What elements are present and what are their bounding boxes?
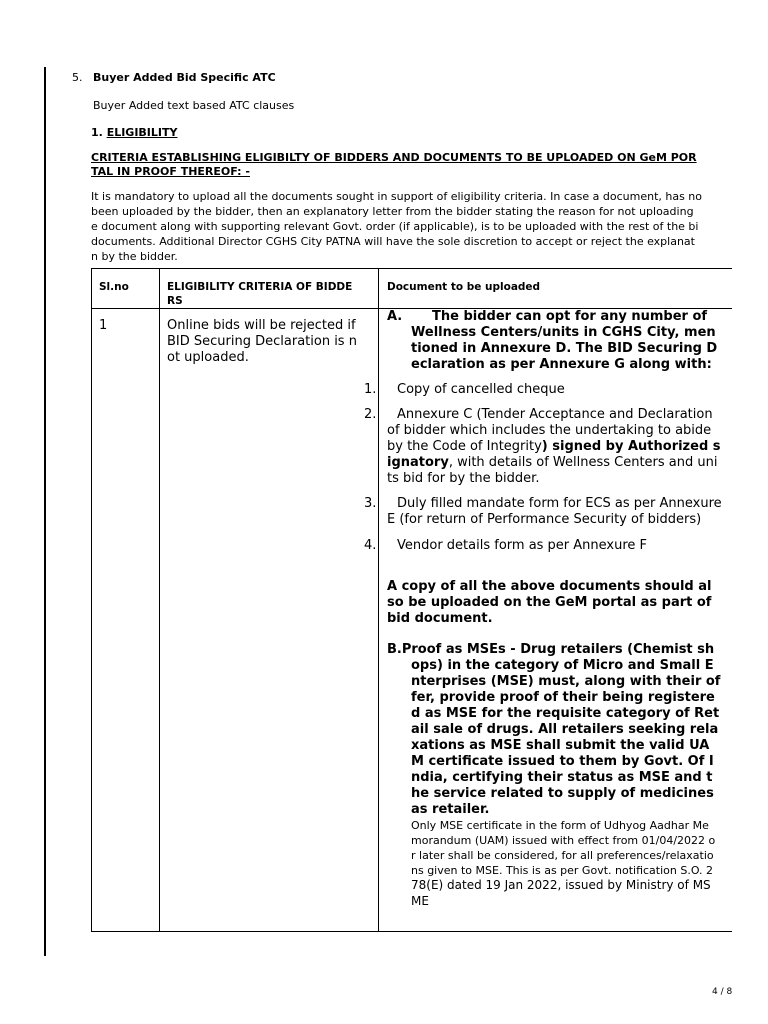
item-text-part: by the Code of Integrity [387,439,542,454]
item-text: Duly filled mandate form for ECS as per Annexure [397,496,722,511]
criteria-line: TAL IN PROOF THEREOF: - [91,165,250,178]
eligibility-heading [91,126,177,139]
mse-note-line: ns given to MSE. This is as per Govt. notification S.O. 2 [411,864,714,877]
item-text: Annexure C (Tender Acceptance and Declaration [397,407,713,422]
intro-line: been uploaded by the bidder, then an explanatory letter from the bidder stating the reason for not uploading [91,205,694,218]
mse-note-line: morandum (UAM) issued with effect from 01/04/2022 o [411,834,716,847]
section-number: 5. [72,71,83,84]
doc-b-line: ops) in the category of Micro and Small E [411,658,714,673]
header-slno: Sl.no [99,281,129,293]
criteria-text-line: BID Securing Declaration is n [167,334,357,349]
doc-b-line: M certificate issued to them by Govt. Of I [411,754,714,769]
table-divider [378,269,379,931]
header-criteria-line: ELIGIBILITY CRITERIA OF BIDDE [167,281,353,293]
item-text-mixed [387,455,717,471]
section-subtitle: Buyer Added text based ATC clauses [93,99,295,112]
criteria-text-line: ot uploaded. [167,350,249,365]
eligibility-table [91,268,732,932]
doc-b-line: nterprises (MSE) must, along with their of [411,674,721,689]
header-criteria-line: RS [167,295,183,307]
header-document: Document to be uploaded [387,281,541,293]
left-margin-bar [44,67,46,956]
doc-a-line: tioned in Annexure D. The BID Securing D [411,341,718,356]
page-number: 4 / 8 [712,987,733,997]
item-text: E (for return of Performance Security of bidders) [387,512,702,527]
row-criteria [167,318,357,366]
doc-b-line: ail sale of drugs. All retailers seeking rela [411,722,719,737]
mse-note-line: 78(E) dated 19 Jan 2022, issued by Ministry of MS [411,878,711,892]
item-text-bold: ignatory [387,455,449,470]
mse-note-line: r later shall be considered, for all preferences/relaxatio [411,849,714,862]
doc-b-line: he service related to supply of medicines [411,786,714,801]
intro-line: documents. Additional Director CGHS City PATNA will have the sole discretion to accept or reject the explanat [91,235,695,248]
doc-b-line: xations as MSE shall submit the valid UA [411,738,710,753]
item-text: Vendor details form as per Annexure F [397,538,648,553]
doc-b-line: B.Proof as MSEs - Drug retailers (Chemist sh [387,642,715,657]
doc-b-line: as retailer. [411,802,490,817]
doc-a-line: Wellness Centers/units in CGHS City, men [411,325,716,340]
copy-note-line: so be uploaded on the GeM portal as part of [387,595,712,610]
item-number: 3. [364,496,377,511]
doc-a-line: The bidder can opt for any number of [432,309,708,324]
criteria-line: CRITERIA ESTABLISHING ELIGIBILTY OF BIDDERS AND DOCUMENTS TO BE UPLOADED ON GeM POR [91,151,697,164]
doc-b-line: d as MSE for the requisite category of Ret [411,706,720,721]
eligibility-number: 1. [91,126,103,139]
doc-a-label: A. [387,309,403,324]
item-text: ts bid for by the bidder. [387,471,540,486]
doc-a-line: eclaration as per Annexure G along with: [411,357,712,372]
eligibility-title: ELIGIBILITY [106,126,178,139]
copy-note-line: A copy of all the above documents should al [387,579,712,594]
intro-line: It is mandatory to upload all the documents sought in support of eligibility criteria. In case a document, has no [91,190,703,203]
mse-note-line: Only MSE certificate in the form of Udhyog Aadhar Me [411,819,709,832]
item-text-mixed [387,439,721,455]
doc-b-line: fer, provide proof of their being registere [411,690,715,705]
table-divider [159,269,160,931]
doc-b-line: ndia, certifying their status as MSE and t [411,770,713,785]
item-number: 2. [364,407,377,422]
item-text-bold: ) signed by Authorized s [541,439,721,454]
intro-line: n by the bidder. [91,250,178,263]
mse-note-line: ME [411,894,429,908]
item-number: 4. [364,538,377,553]
item-number: 1. [364,382,377,397]
intro-paragraph [91,189,731,264]
criteria-text-line: Online bids will be rejected if [167,318,356,333]
intro-line: e document along with supporting relevant Govt. order (if applicable), is to be uploaded with the rest of the bi [91,220,699,233]
copy-note-line: bid document. [387,611,493,626]
criteria-heading [91,151,731,179]
row-slno: 1 [99,318,108,333]
section-title: Buyer Added Bid Specific ATC [93,71,276,84]
header-criteria [167,280,352,308]
item-text: of bidder which includes the undertaking to abide [387,423,712,438]
item-text: Copy of cancelled cheque [397,382,565,397]
item-text-part: , with details of Wellness Centers and uni [448,455,718,470]
